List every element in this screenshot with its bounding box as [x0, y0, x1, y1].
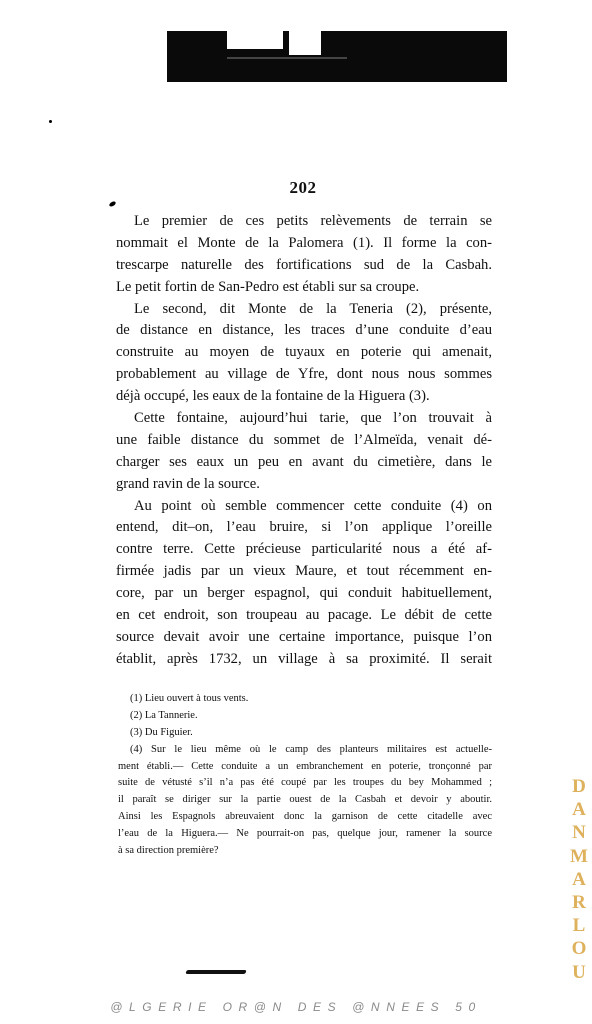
- footnote-line: ment établi.— Cette conduite a un embranchement en poterie, tronçonné par: [118, 760, 492, 772]
- body-line: charger ses eaux un peu en avant du cimetière, dans le: [116, 453, 492, 470]
- watermark-letter: R: [572, 892, 586, 914]
- band-gap: [227, 31, 283, 49]
- body-line: contre terre. Cette précieuse particularité nous a été af-: [116, 541, 492, 558]
- ink-mark: [185, 970, 246, 974]
- footnote-line: Ainsi les Espagnols abreuvaient donc la garnison de cette citadelle avec: [118, 811, 492, 823]
- body-line: Cette fontaine, aujourd’hui tarie, que l’on trouvait à: [134, 410, 492, 427]
- watermark-letter: L: [572, 915, 586, 937]
- header-redaction-band: [167, 31, 507, 82]
- body-text: [116, 211, 492, 671]
- watermark-letter: O: [571, 938, 587, 960]
- body-line: grand ravin de la source.: [116, 475, 260, 492]
- footnote-line: l’eau de la Higuera.— Ne pourrait-on pas, quelque jour, ramener la source: [118, 828, 492, 840]
- watermark-vertical: [566, 775, 592, 984]
- body-line: core, par un berger espagnol, qui conduit habituellement,: [116, 585, 492, 602]
- footnotes: [118, 691, 492, 860]
- body-line: Au point où semble commencer cette conduite (4) on: [134, 497, 492, 514]
- body-line: nommait el Monte de la Palomera (1). Il forme la con-: [116, 234, 492, 251]
- watermark-letter: N: [572, 822, 586, 844]
- ink-speck: [108, 201, 116, 208]
- watermark-letter: A: [572, 868, 586, 890]
- footnote-line: (2) La Tannerie.: [130, 709, 198, 721]
- scan-artifact: [227, 57, 347, 59]
- ink-speck: [49, 120, 52, 123]
- body-line: en cet endroit, son troupeau au pacage. Le débit de cette: [116, 607, 492, 624]
- band-gap: [289, 31, 321, 55]
- body-line: Le petit fortin de San-Pedro est établi sur sa croupe.: [116, 278, 420, 295]
- body-line: entend, dit–on, l’eau bruire, si l’on applique l’oreille: [116, 519, 492, 536]
- footnote-line: à sa direction première?: [118, 845, 219, 857]
- body-line: déjà occupé, les eaux de la fontaine de la Higuera (3).: [116, 388, 430, 405]
- body-line: Le premier de ces petits relèvements de terrain se: [134, 213, 492, 229]
- watermark-letter: A: [572, 799, 586, 821]
- body-line: Le second, dit Monte de la Teneria (2), présente,: [134, 300, 492, 317]
- watermark-letter: M: [570, 845, 588, 867]
- body-line: source devait avoir une certaine importance, puisque l’on: [116, 628, 492, 645]
- footnote-line: (1) Lieu ouvert à tous vents.: [130, 693, 249, 704]
- body-line: firmée jadis par un vieux Maure, et tout récemment en-: [116, 563, 492, 580]
- footnote-line: suite de vétusté s’il n’a pas été coupé par les troupes du bey Mohammed ;: [118, 777, 492, 789]
- body-line: construite au moyen de tuyaux en poterie qui amenait,: [116, 344, 492, 361]
- watermark-letter: U: [572, 961, 586, 983]
- page-number: 202: [289, 178, 317, 197]
- body-line: une faible distance du sommet de l’Almeïda, venait dé-: [116, 431, 492, 448]
- watermark-bottom: @LGERIE OR@N DES @NNEES 50: [110, 1000, 482, 1014]
- footnote-line: (3) Du Figuier.: [130, 726, 193, 738]
- body-line: trescarpe naturelle des fortifications sud de la Casbah.: [116, 256, 492, 273]
- watermark-letter: D: [572, 776, 586, 797]
- body-line: probablement au village de Yfre, dont nous nous sommes: [116, 366, 492, 383]
- body-line: établit, après 1732, un village à sa proximité. Il serait: [116, 650, 492, 667]
- footnote-line: il paraît se diriger sur la partie ouest de la Casbah et devoir y aboutir.: [118, 794, 492, 806]
- body-line: de distance en distance, les traces d’une conduite d’eau: [116, 322, 492, 339]
- footnote-line: (4) Sur le lieu même où le camp des planteurs militaires est actuelle-: [130, 743, 492, 755]
